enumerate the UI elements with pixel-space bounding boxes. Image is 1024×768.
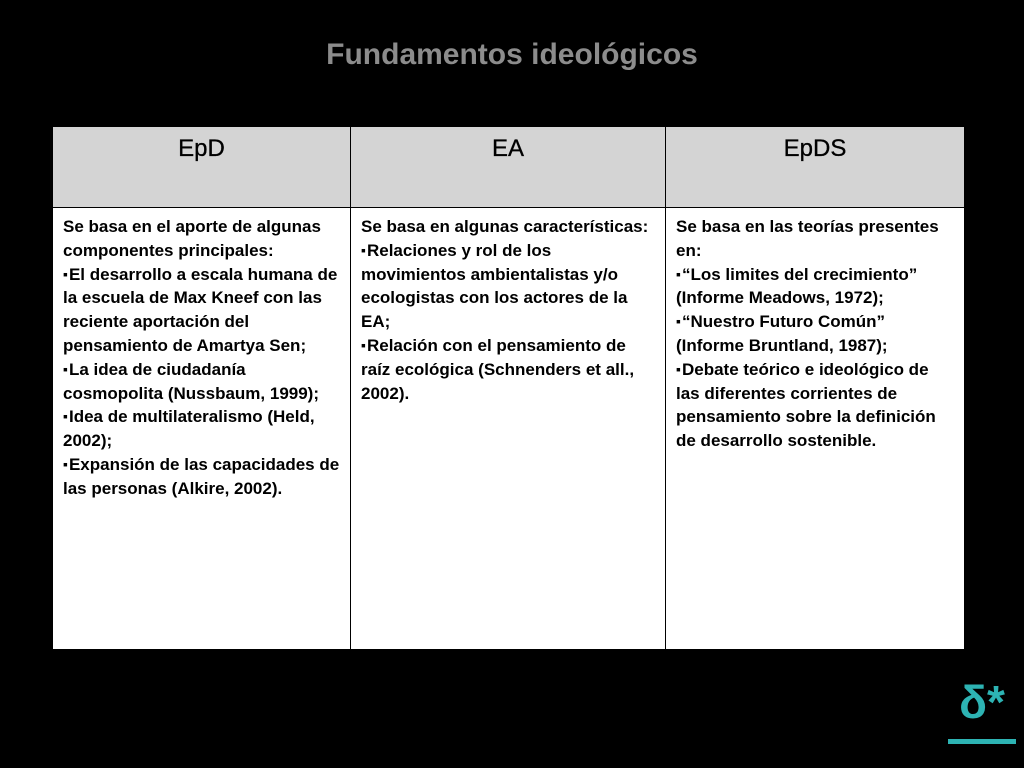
cell-intro: Se basa en las teorías presentes en: [676,217,939,260]
cell-intro: Se basa en algunas características: [361,217,649,236]
comparison-table [52,126,965,650]
header-epd: EpD [53,127,351,208]
list-item: ▪ Debate teórico e ideológico de las diferentes corrientes de pensamiento sobre la definición de desarrollo sostenible. [676,358,956,453]
list-item: ▪ Idea de multilateralismo (Held, 2002); [63,405,342,453]
header-epds: EpDS [666,127,965,208]
table-header-row [53,127,965,208]
logo-underline [948,739,1016,744]
cell-ea [351,208,666,650]
cell-epd [53,208,351,650]
slide-title: Fundamentos ideológicos [326,38,698,71]
list-item: ▪ El desarrollo a escala humana de la escuela de Max Kneef con las reciente aportación del pensamiento de Amartya Sen; [63,263,342,358]
header-ea: EA [351,127,666,208]
delta-star-logo-icon: δ* [959,676,1005,728]
list-item: ▪ Relación con el pensamiento de raíz ecológica (Schnenders et all., 2002). [361,334,657,405]
list-item: ▪ “Los limites del crecimiento” (Informe Meadows, 1972); [676,263,956,311]
list-item: ▪ Relaciones y rol de los movimientos ambientalistas y/o ecologistas con los actores de la EA; [361,239,657,334]
list-item: ▪ “Nuestro Futuro Común” (Informe Bruntland, 1987); [676,310,956,358]
table-row [53,208,965,650]
list-item: ▪ La idea de ciudadanía cosmopolita (Nussbaum, 1999); [63,358,342,406]
cell-intro: Se basa en el aporte de algunas componentes principales: [63,217,321,260]
cell-epds [666,208,965,650]
list-item: ▪ Expansión de las capacidades de las personas (Alkire, 2002). [63,453,342,501]
